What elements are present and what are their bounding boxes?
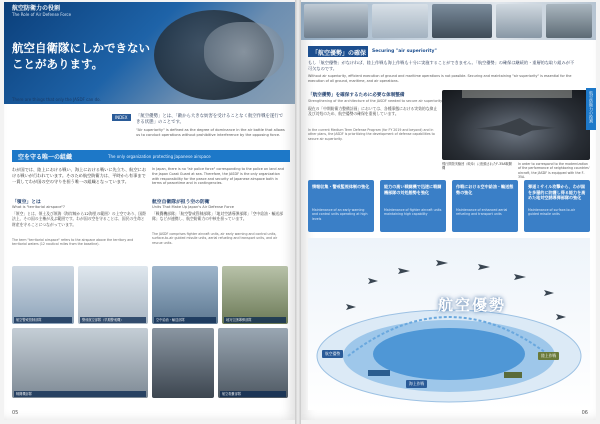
inner-ring	[373, 328, 525, 380]
aircraft-icon	[556, 314, 566, 320]
aircraft-icon	[514, 274, 526, 280]
photo-caption: 警戒航空部隊（早期警戒機）	[80, 317, 146, 323]
section-bar	[12, 150, 290, 162]
strip-photo	[372, 4, 428, 38]
hero-headline: 航空自衛隊にしかできないことがあります。	[12, 41, 150, 71]
box-title: 能力の高い戦闘機で迅速に戦闘機部隊の対処態勢を強化	[384, 184, 442, 195]
aircraft-icon	[398, 268, 410, 274]
strip-photo	[432, 4, 492, 38]
right-page	[300, 2, 596, 420]
section-tag: 航空防衛力の役割	[12, 5, 61, 12]
photo-rescue	[218, 328, 288, 398]
photo-caption: 航空警戒管制部隊	[14, 317, 72, 323]
strip-photo	[546, 4, 592, 38]
diagram-graphic	[308, 238, 590, 410]
side-tab-label: 航空防衛力の役割	[589, 91, 594, 123]
sub-title-en: Strengthening of the architecture of the JASDF needed to secure air superiority	[308, 99, 443, 103]
sub2-text: 「戦闘機部隊」「航空警戒管制部隊」「地対空誘導弾部隊」「空中給油・輸送部隊」などが連携し、航空防衛力の中核を担っています。	[152, 211, 283, 222]
box-text-en: Maintenance of surface-to-air guided missile units	[528, 208, 576, 217]
box-text-en: Maintenance of enhanced aerial refueling and transport units	[456, 208, 508, 217]
intro-text-en: Without air superiority, efficient execution of ground and maritime operations is not possible. Securing and maintaining "air superiority" is essential for the execution of all ground, maritime, and air operations.	[308, 74, 572, 83]
photo-awacs	[78, 266, 148, 324]
sub2-title: 航空自衛隊が担う空の防衛	[152, 200, 210, 205]
hangar-caption-en: In order to correspond to the modernization of the performance of neighboring countries' aircraft, the JASDF is equipped with the F-35A.	[518, 162, 590, 180]
capability-box	[524, 180, 590, 232]
section-title-en: Securing "air superiority"	[372, 49, 437, 54]
hangar-photo	[442, 90, 590, 160]
section-title: 空を守る唯一の組織	[18, 154, 73, 161]
photo-radar	[12, 266, 74, 324]
sub2-text-en: The JASDF comprises fighter aircraft units, air early warning and control units, surface-to-air guided missile units, aerial refueling and transport units, and air rescue units.	[152, 232, 278, 245]
photo-caption: 地対空誘導弾部隊	[224, 317, 286, 323]
sub2-title-en: Units That Make Up Japan's Air Defense Force	[152, 205, 235, 209]
sub1-title-en: What is "territorial airspace"?	[12, 205, 65, 209]
caption-text: 「航空優勢」とは、「敵から大きな妨害を受けることなく航空作戦を遂行できる状態」のことです。	[136, 114, 284, 125]
photo-tanker	[152, 266, 218, 324]
aircraft-icon	[368, 278, 378, 284]
caption-text-en: "Air superiority" is defined as the degree of dominance in the air battle that allows us to conduct operations without prohibitive interference by the opposing force.	[136, 128, 285, 137]
diagram-tag: 航空優勢	[322, 350, 343, 358]
diagram-tag: 陸上作戦	[538, 352, 559, 360]
capability-box	[380, 180, 446, 232]
strip-photo	[496, 4, 542, 38]
photo-transport	[152, 328, 214, 398]
aircraft-icon	[436, 260, 448, 266]
box-text-en: Maintenance of an early warning and control units operating at high levels	[312, 208, 368, 221]
sub-title: 「航空優勢」を確保するために必要な体制整備	[308, 93, 405, 98]
photo-caption: 航空救難部隊	[220, 391, 286, 397]
section-bar	[308, 46, 368, 57]
capability-boxes	[308, 180, 590, 232]
strip-photo	[304, 4, 368, 38]
hangar-light	[462, 90, 572, 98]
aircraft-icon	[478, 264, 490, 270]
photo-caption: 戦闘機部隊	[14, 391, 146, 397]
body-text: 現在の「中期防衛力整備計画」においては、各種事態における実効的な抑止及び対処のため、航空優勢の確保を重視しています。	[308, 106, 438, 117]
f35-jet	[476, 118, 556, 136]
diagram-tag: 海上作戦	[406, 380, 427, 388]
hangar-caption: 飛行開発実験団（岐阜）に配備されたF-35A戦闘機	[442, 162, 512, 171]
photo-strip	[300, 2, 596, 40]
capability-box	[308, 180, 374, 232]
aircraft-icon	[544, 290, 554, 296]
body-text: わが国では、陸上における戦い、海上における戦いに先立ち、航空における戦いが行われています。そのため航空防衛力は、平時から有事まで一貫してわが国の空の守りを担う唯一の組織となっています。	[12, 167, 147, 185]
ship-icon	[368, 370, 390, 376]
caption-label: INDEX	[112, 114, 131, 121]
photo-missile	[222, 266, 288, 324]
sub1-title: 「領空」とは	[12, 200, 41, 205]
section-title-en: The only organization protecting Japanese airspace	[108, 153, 211, 159]
ground-unit-icon	[504, 372, 522, 378]
body-text-en: In Japan, there is no "air police force" corresponding to the police on land and the Japan Coast Guard at sea. Therefore, the JASDF is the only organization with responsibility for the peace and security of Japanese airspace both in terms of peacetime and in contingencies.	[152, 167, 284, 186]
box-text-en: Maintenance of fighter aircraft units maintaining high capability	[384, 208, 442, 217]
photo-fighter	[12, 328, 148, 398]
side-index-tab[interactable]	[586, 88, 596, 130]
book-gutter	[295, 0, 301, 424]
photo-caption: 空中給油・輸送部隊	[154, 317, 216, 323]
page-number: 05	[12, 410, 19, 416]
intro-text: もし「航空優勢」がなければ、陸上作戦も海上作戦も十分に実施することができません。「航空優勢」の確保は継続的・重層的な取り組みが不可欠なのです。	[308, 60, 575, 71]
box-title: 作戦における空中給油・輸送態勢の強化	[456, 184, 514, 195]
box-title: 弾道ミサイル攻撃から、わが国を多層的に防護し得る能力を高めた地対空誘導弾部隊の強化	[528, 184, 586, 201]
section-tag-en: The Role of Air Defense Force	[12, 12, 72, 17]
section-title: 「航空優勢」の確保	[312, 49, 367, 57]
aircraft-icon	[346, 304, 356, 310]
hero-photo	[4, 2, 296, 104]
capability-box	[452, 180, 518, 232]
sub1-text-en: The term "territorial airspace" refers to the airspace above the territory and territorial waters (12 nautical miles from the baseline).	[12, 238, 134, 247]
aircraft-image	[204, 22, 284, 82]
left-page	[4, 2, 296, 420]
hero-subtitle-en: There are things that only the JASDF can do.	[12, 97, 101, 102]
body-text-en: In the current Medium Term Defense Program (for FY 2019 and beyond) and in other plans, the JASDF is prioritizing the development of defense capabilities to secure air superiority.	[308, 128, 435, 141]
air-superiority-diagram	[308, 238, 590, 410]
diagram-title: 航空優勢	[438, 296, 507, 314]
box-title: 情報収集・警戒監視体制の強化	[312, 184, 370, 189]
page-number: 06	[581, 410, 588, 416]
sub1-text: 「領空」とは、領土及び領海（海岸線から12海里の範囲）の上空であり、国際法上、その国の主権が及ぶ範囲です。わが国の空を守ることは、国民の生命と財産を守ることにつながっています。	[12, 211, 146, 227]
